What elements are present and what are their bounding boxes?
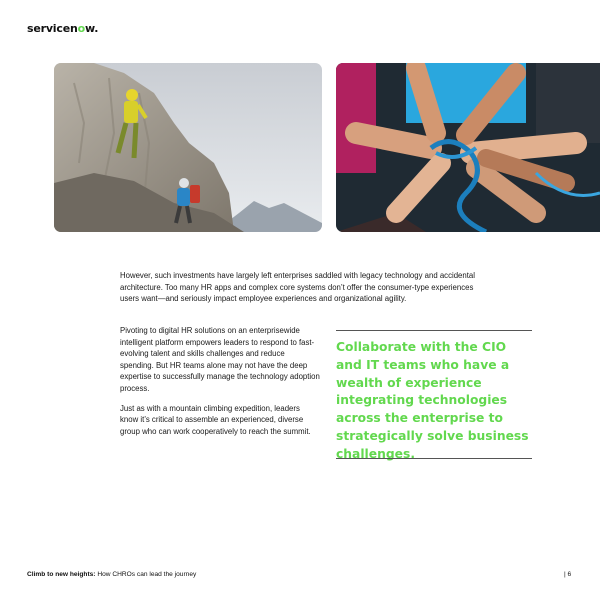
logo-suffix: w. (84, 22, 99, 35)
intro-paragraph: However, such investments have largely left enterprises saddled with legacy technology and accidental architecture. Too many HR apps and complex core systems don’t offer the consumer-type experiences users want—and seriously impact employee experiences and organizational agility. (120, 271, 475, 304)
left-column (120, 325, 320, 445)
pull-quote-bottom-rule (336, 458, 532, 459)
servicenow-logo (27, 22, 98, 35)
page-number: | 6 (564, 571, 572, 578)
logo-prefix: servicen (27, 22, 78, 35)
footer-title (27, 571, 196, 578)
footer-title-bold: Climb to new heights: (27, 571, 96, 578)
climbers-photo (54, 63, 322, 232)
body-paragraph-1: Pivoting to digital HR solutions on an enterprisewide intelligent platform empowers leaders to respond to fast-evolving talent and skills challenges and reduce spending. But HR teams alone may not have the deep expertise to successfully manage the technology adoption process. (120, 326, 320, 393)
pull-quote-top-rule (336, 330, 532, 331)
footer-title-rest: How CHROs can lead the journey (95, 571, 197, 578)
hands-rope-photo (336, 63, 600, 232)
pull-quote: Collaborate with the CIO and IT teams who have a wealth of experience integrating technologies across the enterprise to strategically solve business challenges. (336, 340, 529, 461)
body-paragraph-2: Just as with a mountain climbing expedition, leaders know it’s critical to assemble an experienced, diverse group who can work cooperatively to reach the summit. (120, 403, 311, 436)
logo-o: o (77, 22, 85, 35)
